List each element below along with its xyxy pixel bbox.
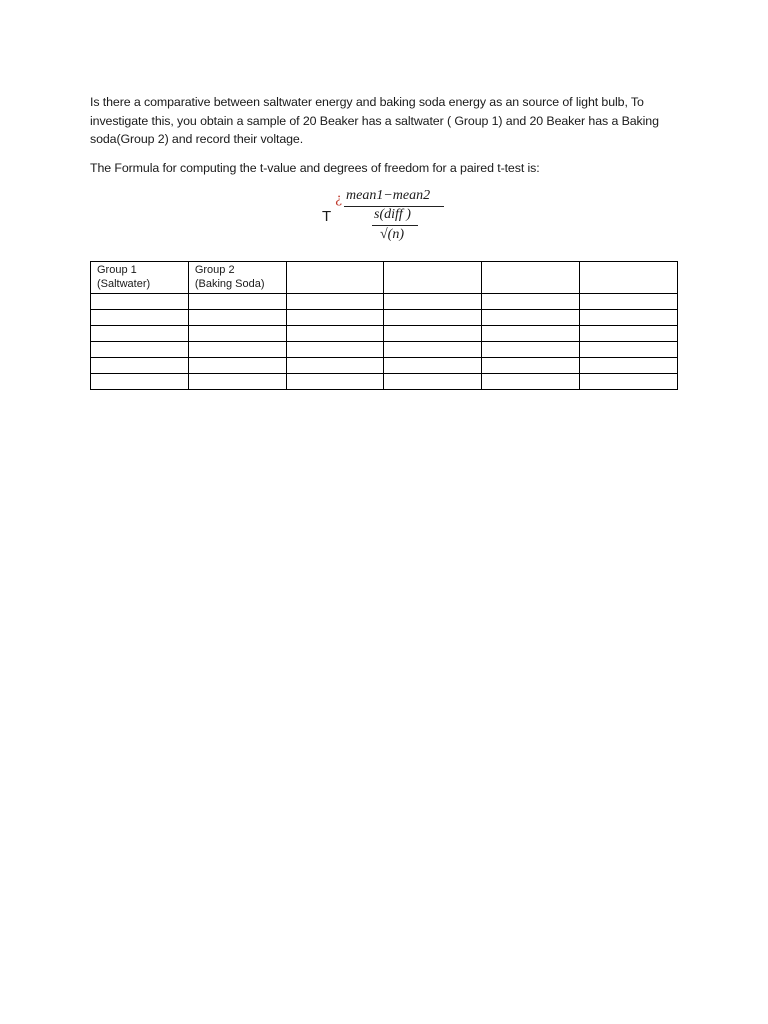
table-header-cell[interactable] bbox=[580, 262, 678, 294]
table-cell[interactable] bbox=[188, 310, 286, 326]
table-cell[interactable] bbox=[286, 294, 384, 310]
formula-paragraph: The Formula for computing the t-value and degrees of freedom for a paired t-test is: bbox=[90, 161, 540, 175]
data-table bbox=[90, 261, 678, 390]
formula-denominator-bottom: √(n) bbox=[380, 227, 405, 242]
table-row bbox=[91, 310, 678, 326]
table-header-cell[interactable] bbox=[286, 262, 384, 294]
table-cell[interactable] bbox=[384, 374, 482, 390]
table-cell[interactable] bbox=[91, 310, 189, 326]
table-cell[interactable] bbox=[580, 310, 678, 326]
table-row bbox=[91, 358, 678, 374]
table-cell[interactable] bbox=[580, 342, 678, 358]
table-cell[interactable] bbox=[482, 310, 580, 326]
formula-lhs: T bbox=[322, 208, 332, 225]
table-cell[interactable] bbox=[91, 358, 189, 374]
table-cell[interactable] bbox=[91, 374, 189, 390]
table-cell[interactable] bbox=[580, 358, 678, 374]
table-row bbox=[91, 342, 678, 358]
table-cell[interactable] bbox=[384, 342, 482, 358]
table-cell[interactable] bbox=[384, 310, 482, 326]
table-cell[interactable] bbox=[91, 326, 189, 342]
table-cell[interactable] bbox=[91, 294, 189, 310]
table-cell[interactable] bbox=[188, 358, 286, 374]
table-cell[interactable] bbox=[188, 326, 286, 342]
table-cell[interactable] bbox=[580, 294, 678, 310]
table-cell[interactable] bbox=[482, 374, 580, 390]
table-row bbox=[91, 374, 678, 390]
table-cell[interactable] bbox=[580, 374, 678, 390]
table-row bbox=[91, 294, 678, 310]
table-cell[interactable] bbox=[286, 326, 384, 342]
table-cell[interactable] bbox=[580, 326, 678, 342]
table-header-cell[interactable] bbox=[384, 262, 482, 294]
table-header-cell[interactable]: Group 1 (Saltwater) bbox=[91, 262, 189, 294]
table-cell[interactable] bbox=[188, 294, 286, 310]
table-cell[interactable] bbox=[482, 326, 580, 342]
formula-denominator-top: s(diff ) bbox=[374, 207, 411, 222]
table-row bbox=[91, 326, 678, 342]
table-cell[interactable] bbox=[384, 294, 482, 310]
formula-garbled-symbol: ¿ bbox=[335, 192, 342, 207]
table-cell[interactable] bbox=[482, 342, 580, 358]
table-header-row bbox=[91, 262, 678, 294]
table-cell[interactable] bbox=[286, 342, 384, 358]
table-cell[interactable] bbox=[188, 342, 286, 358]
table-cell[interactable] bbox=[286, 310, 384, 326]
t-test-formula bbox=[322, 186, 462, 252]
table-cell[interactable] bbox=[384, 358, 482, 374]
table-cell[interactable] bbox=[482, 358, 580, 374]
table-cell[interactable] bbox=[286, 358, 384, 374]
table-cell[interactable] bbox=[384, 326, 482, 342]
formula-numerator: mean1−mean2 bbox=[346, 188, 431, 203]
table-header-cell[interactable] bbox=[482, 262, 580, 294]
table-header-cell[interactable]: Group 2 (Baking Soda) bbox=[188, 262, 286, 294]
table-cell[interactable] bbox=[91, 342, 189, 358]
table-cell[interactable] bbox=[188, 374, 286, 390]
table-cell[interactable] bbox=[286, 374, 384, 390]
sub-fraction-bar bbox=[372, 225, 418, 226]
table-cell[interactable] bbox=[482, 294, 580, 310]
intro-paragraph: Is there a comparative between saltwater energy and baking soda energy as an source of light bulb, To investigate this, you obtain a sample of 20 Beaker has a saltwater ( Group 1) and 20 Beaker has a Baking soda(Group 2) and record their voltage. bbox=[90, 95, 659, 146]
